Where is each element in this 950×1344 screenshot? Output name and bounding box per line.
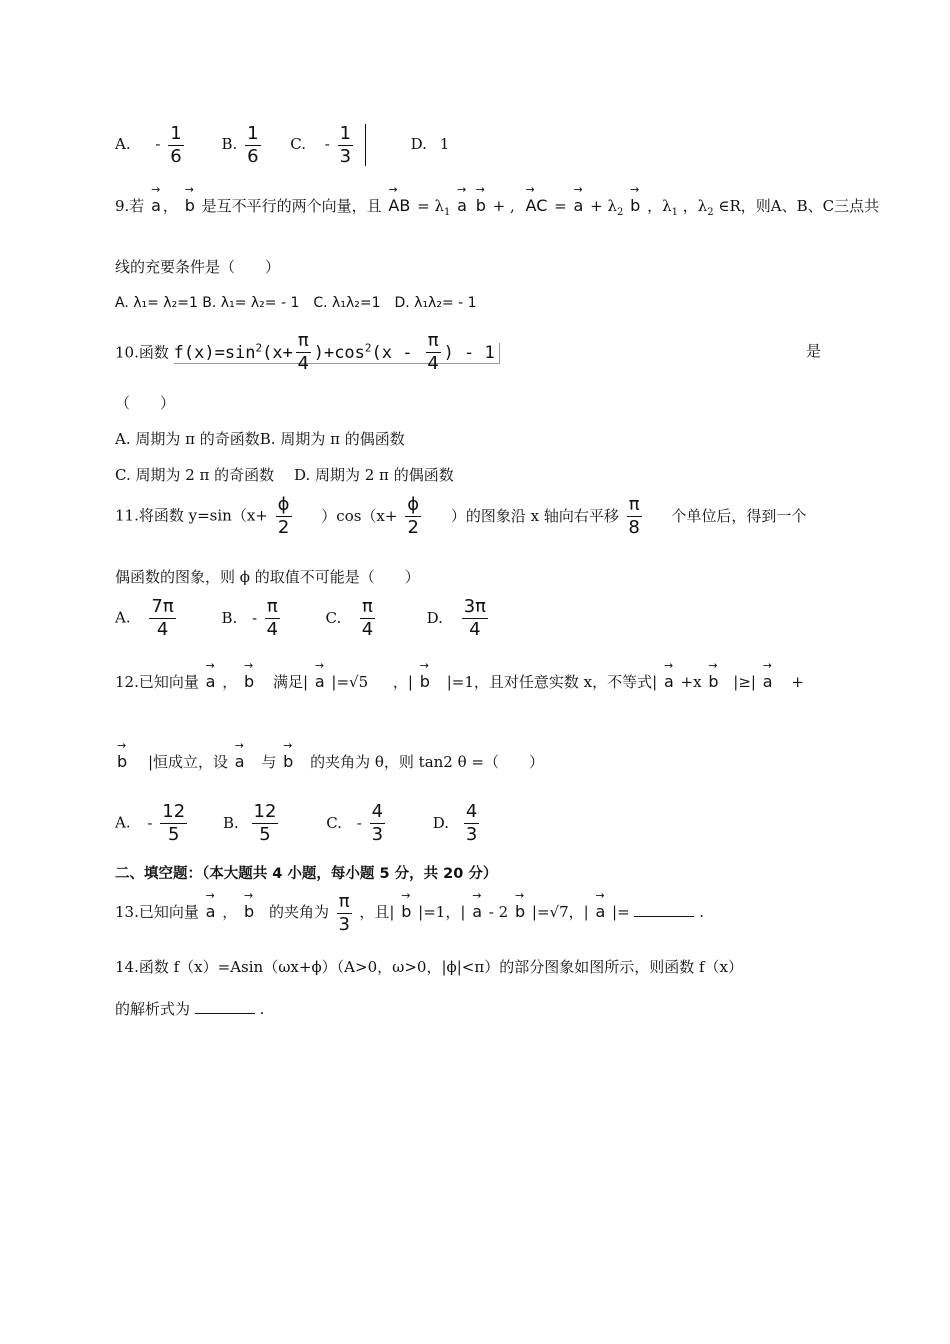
q8-option-b-label: B. — [221, 135, 238, 153]
vector-b: → b — [476, 186, 486, 215]
vector-a: → a — [315, 662, 325, 691]
q12-option-d-fraction: $\frac{4}{3}$ — [465, 801, 478, 845]
vector-a: → a — [763, 662, 773, 691]
answer-blank[interactable] — [195, 999, 255, 1014]
vector-b: → b — [244, 892, 254, 921]
q8-option-a-label: A. — [115, 135, 131, 153]
q12-plus-x: +x — [680, 673, 702, 691]
q8-options — [115, 124, 449, 166]
q12-option-c-label: C. — [326, 813, 342, 832]
q11-option-d-label: D. — [426, 608, 443, 627]
q12-satisfy: 满足| — [272, 673, 309, 691]
q11-option-b-label: B. — [221, 608, 238, 627]
answer-blank[interactable] — [634, 902, 694, 917]
vector-b: → b — [515, 892, 525, 921]
q12-stem — [115, 662, 804, 692]
q13-eq1: |=1，| — [418, 903, 466, 921]
q9-stem: 9.若 → a ， → b 是互不平行的两个向量，且 → AB = $\lambda_1 \to a \to b$ + , → AC = → $a + \lambda_2 \to b$ ，$\lambda_1$ ，$\lambda_2$ ∈R，则A、B、C三点共 — [115, 186, 879, 218]
q12-text: 的夹角为 θ，则 tan2 θ =（ ） — [310, 753, 544, 771]
q8-option-c-label: C. — [290, 135, 307, 153]
pi-over-4: $\frac{\pi}{4}$ — [297, 330, 310, 374]
q10-prefix: 10.函数 — [115, 343, 169, 362]
q9-lambda1: ，λ — [647, 197, 672, 215]
q9-eq2: = — [554, 197, 567, 215]
superscript: 2 — [255, 340, 263, 354]
q10-paren: （ ） — [115, 394, 176, 412]
q11-option-c-fraction: $\frac{\pi}{4}$ — [361, 596, 374, 640]
q14-line1: 14.函数 f（x）=Asin（ωx+ϕ）（A>0，ω>0，|ϕ|<π）的部分图象如图所示，则函数 f（x） — [115, 958, 744, 976]
q12-sqrt5: |=√5 — [331, 673, 369, 691]
subscript: 1 — [443, 207, 451, 218]
vector-b: → b — [708, 662, 718, 691]
q8-option-a-fraction: $\frac{1}{6}$ — [170, 122, 182, 167]
q12-option-b-fraction: $\frac{12}{5}$ — [253, 801, 277, 845]
vector-a: → a — [472, 892, 482, 921]
comma: ， — [222, 673, 238, 691]
pi-over-8: $\frac{\pi}{8}$ — [628, 494, 640, 538]
superscript: 2 — [364, 340, 372, 354]
period: . — [699, 903, 705, 921]
comma: ， — [222, 903, 238, 921]
q11-stem — [115, 496, 806, 537]
vector-b: → b — [420, 662, 430, 691]
q8-option-d-label: D. — [410, 135, 427, 153]
subscript: 1 — [671, 207, 678, 218]
vector-a: → a — [664, 662, 674, 691]
q8-option-a-sign: - — [155, 135, 161, 153]
q9-options: A. λ₁= λ₂=1 B. λ₁= λ₂= - 1 C. λ₁λ₂=1 D. λ₁λ₂= - 1 — [115, 295, 477, 311]
q12-text: |恒成立，设 — [147, 753, 228, 771]
q13-text: 的夹角为 — [268, 903, 329, 921]
q10-formula — [173, 330, 500, 374]
q9-plus2: + λ — [590, 197, 617, 215]
q9-lambda2: ，λ — [682, 197, 708, 215]
q8-option-d-value: 1 — [439, 135, 450, 153]
q11-option-a-fraction: $\frac{7\pi}{4}$ — [151, 596, 174, 640]
q12-option-a-fraction: $\frac{12}{5}$ — [162, 801, 186, 845]
phi-over-2: $\frac{\phi}{2}$ — [277, 494, 290, 538]
q12-eq1: |=1，且对任意实数 x，不等式| — [446, 673, 658, 691]
q12-line2 — [115, 742, 544, 772]
q12-prefix: 12.已知向量 — [115, 673, 199, 691]
q8-option-c-sign: - — [324, 135, 330, 153]
q12-option-c-sign: - — [356, 813, 362, 832]
q11-prefix: 11.将函数 y=sin（x+ — [115, 506, 268, 525]
q13-sqrt7: |=√7，| — [531, 903, 589, 921]
q9-plus: + , — [492, 197, 515, 215]
q14-line2 — [115, 998, 264, 1019]
q14-text: 的解析式为 — [115, 1000, 191, 1018]
q9-text: 是互不平行的两个向量，且 — [201, 197, 382, 215]
vector-b: → b — [185, 186, 195, 215]
divider — [365, 124, 366, 166]
phi-over-2: $\frac{\phi}{2}$ — [407, 494, 420, 538]
q11-option-b-sign: - — [252, 608, 258, 627]
q11-option-c-label: C. — [325, 608, 342, 627]
q11-option-b-fraction: $\frac{\pi}{4}$ — [266, 596, 279, 640]
q8-option-c-fraction: $\frac{1}{3}$ — [339, 122, 352, 167]
subscript: 2 — [707, 207, 714, 218]
q9-text-end: ∈R，则A、B、C三点共 — [718, 197, 880, 215]
q12-option-c-fraction: $\frac{4}{3}$ — [371, 801, 384, 845]
q11-end: 个单位后，得到一个 — [671, 506, 807, 525]
q12-text: 与 — [261, 753, 277, 771]
vector-b: → b — [283, 742, 293, 771]
comma: ，| — [392, 673, 413, 691]
q11-mid: ）cos（x+ — [321, 506, 398, 525]
q11-options — [115, 598, 491, 639]
q10-stem — [115, 332, 500, 373]
formula-part: ) - 1 — [443, 342, 495, 363]
q10-options-ab: A. 周期为 π 的奇函数B. 周期为 π 的偶函数 — [115, 430, 405, 448]
q11-line2: 偶函数的图象，则 ϕ 的取值不可能是（ ） — [115, 568, 420, 586]
q12-options — [115, 803, 482, 844]
vector-b: → b — [244, 662, 254, 691]
formula-part: (x - — [371, 342, 423, 363]
pi-over-3: $\frac{\pi}{3}$ — [338, 890, 350, 935]
q13-prefix: 13.已知向量 — [115, 903, 199, 921]
q11-text: ）的图象沿 x 轴向右平移 — [450, 506, 619, 525]
vector-a: → a — [574, 186, 584, 215]
q12-option-a-label: A. — [115, 813, 131, 832]
q12-ge: |≥| — [733, 673, 756, 691]
q12-option-b-label: B. — [222, 813, 239, 832]
vector-a: → a — [457, 186, 467, 215]
q9-line2: 线的充要条件是（ ） — [115, 258, 281, 276]
q9-prefix: 9.若 — [115, 197, 145, 215]
q12-plus: + — [791, 673, 804, 691]
vector-b: → b — [630, 186, 640, 215]
formula-part: (x+ — [262, 342, 293, 363]
subscript: 2 — [616, 207, 624, 218]
vector-a: → a — [595, 892, 605, 921]
vector-a: → a — [235, 742, 245, 771]
q9-eq1: = λ — [417, 197, 444, 215]
section-title: 二、填空题：（本大题共 4 小题，每小题 5 分，共 20 分） — [115, 866, 498, 882]
q13-stem — [115, 892, 704, 934]
formula-part: f(x)=sin — [173, 342, 256, 363]
q13-and: ，且| — [359, 903, 395, 921]
q12-option-a-sign: - — [147, 813, 153, 832]
period: . — [259, 1000, 265, 1018]
q11-option-d-fraction: $\frac{3\pi}{4}$ — [463, 596, 486, 640]
vector-AC: → AC — [526, 186, 548, 215]
vector-a: → a — [151, 186, 161, 215]
q13-minus: - 2 — [488, 903, 509, 921]
vector-AB: → AB — [388, 186, 410, 215]
vector-b: → b — [117, 742, 127, 771]
q11-option-a-label: A. — [115, 608, 131, 627]
q10-options-cd: C. 周期为 2 π 的奇函数 D. 周期为 2 π 的偶函数 — [115, 466, 454, 484]
vector-a: → a — [206, 892, 216, 921]
pi-over-4: $\frac{\pi}{4}$ — [427, 330, 439, 374]
q8-option-b-fraction: $\frac{1}{6}$ — [247, 122, 259, 167]
q13-end: |= — [612, 903, 630, 921]
vector-b: → b — [401, 892, 411, 921]
vector-a: → a — [206, 662, 216, 691]
q12-option-d-label: D. — [432, 813, 450, 832]
formula-part: )+cos — [313, 342, 365, 363]
q10-suffix: 是 — [806, 342, 822, 360]
